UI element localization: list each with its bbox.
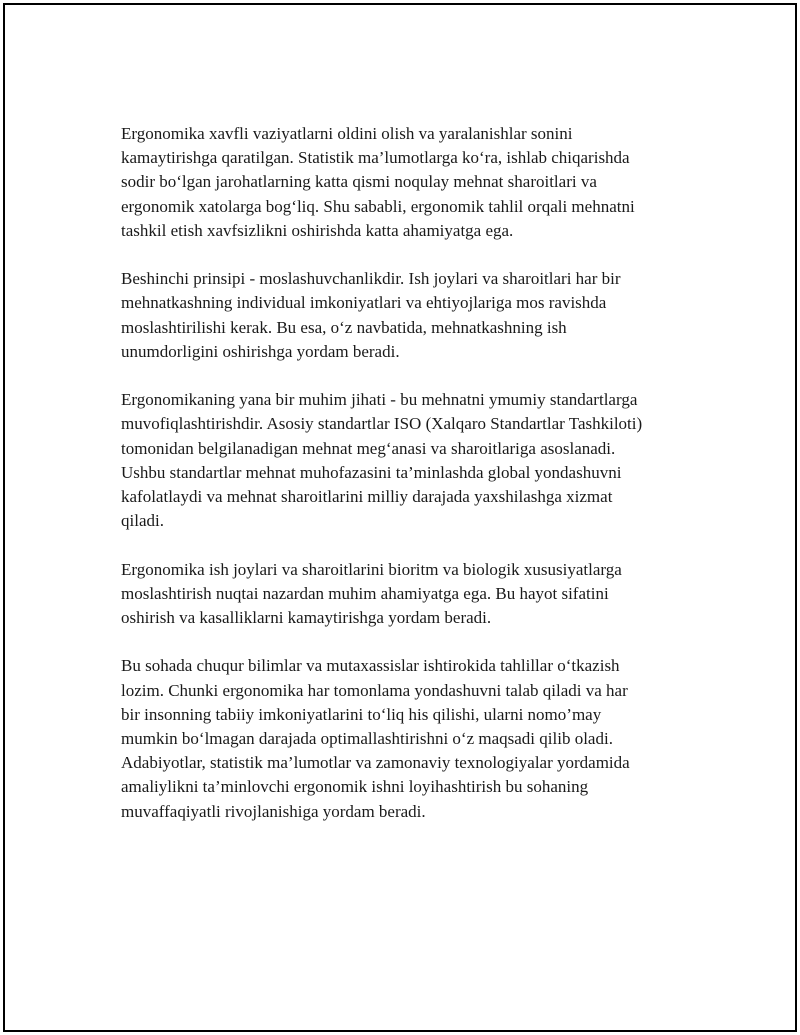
document-body — [121, 122, 701, 848]
paragraph-1: Ergonomika xavfli vaziyatlarni oldini olish va yaralanishlar sonini kamaytirishga qaratilgan. Statistik ma’lumotlarga ko‘ra, ishlab chiqarishda sodir bo‘lgan jarohatlarning katta qismi noqulay mehnat sharoitlari va ergonomik xatolarga bog‘liq. Shu sababli, ergonomik tahlil orqali mehnatni tashkil etish xavfsizlikni oshirishda katta ahamiyatga ega. — [121, 124, 635, 240]
paragraph-2: Beshinchi prinsipi - moslashuvchanlikdir. Ish joylari va sharoitlari har bir mehnatkashning individual imkoniyatlari va ehtiyojlariga mos ravishda moslashtirilishi kerak. Bu esa, o‘z navbatida, mehnatkashning ish unumdorligini oshirishga yordam beradi. — [121, 269, 621, 361]
page-frame — [3, 3, 797, 1032]
paragraph-3: Ergonomikaning yana bir muhim jihati - bu mehnatni ymumiy standartlarga muvofiqlashtirishdir. Asosiy standartlar ISO (Xalqaro Standartlar Tashkiloti) tomonidan belgilanadigan mehnat meg‘anasi va sharoitlariga asoslanadi. Ushbu standartlar mehnat muhofazasini ta’minlashda global yondashuvni kafolatlaydi va mehnat sharoitlarini milliy darajada yaxshilashga xizmat qiladi. — [121, 390, 643, 531]
paragraph-5: Bu sohada chuqur bilimlar va mutaxassislar ishtirokida tahlillar o‘tkazish lozim. Chunki ergonomika har tomonlama yondashuvni talab qiladi va har bir insonning tabiiy imkoniyatlarini to‘liq his qilishi, ularni nomo’may mumkin bo‘lmagan darajada optimallashtirishni o‘z maqsadi qilib oladi. Adabiyotlar, statistik ma’lumotlar va zamonaviy texnologiyalar yordamida amaliylikni ta’minlovchi ergonomik ishni loyihashtirish bu sohaning muvaffaqiyatli rivojlanishiga yordam beradi. — [121, 656, 630, 821]
paragraph-4: Ergonomika ish joylari va sharoitlarini bioritm va biologik xususiyatlarga moslashtirish nuqtai nazardan muhim ahamiyatga ega. Bu hayot sifatini oshirish va kasalliklarni kamaytirishga yordam beradi. — [121, 559, 622, 628]
